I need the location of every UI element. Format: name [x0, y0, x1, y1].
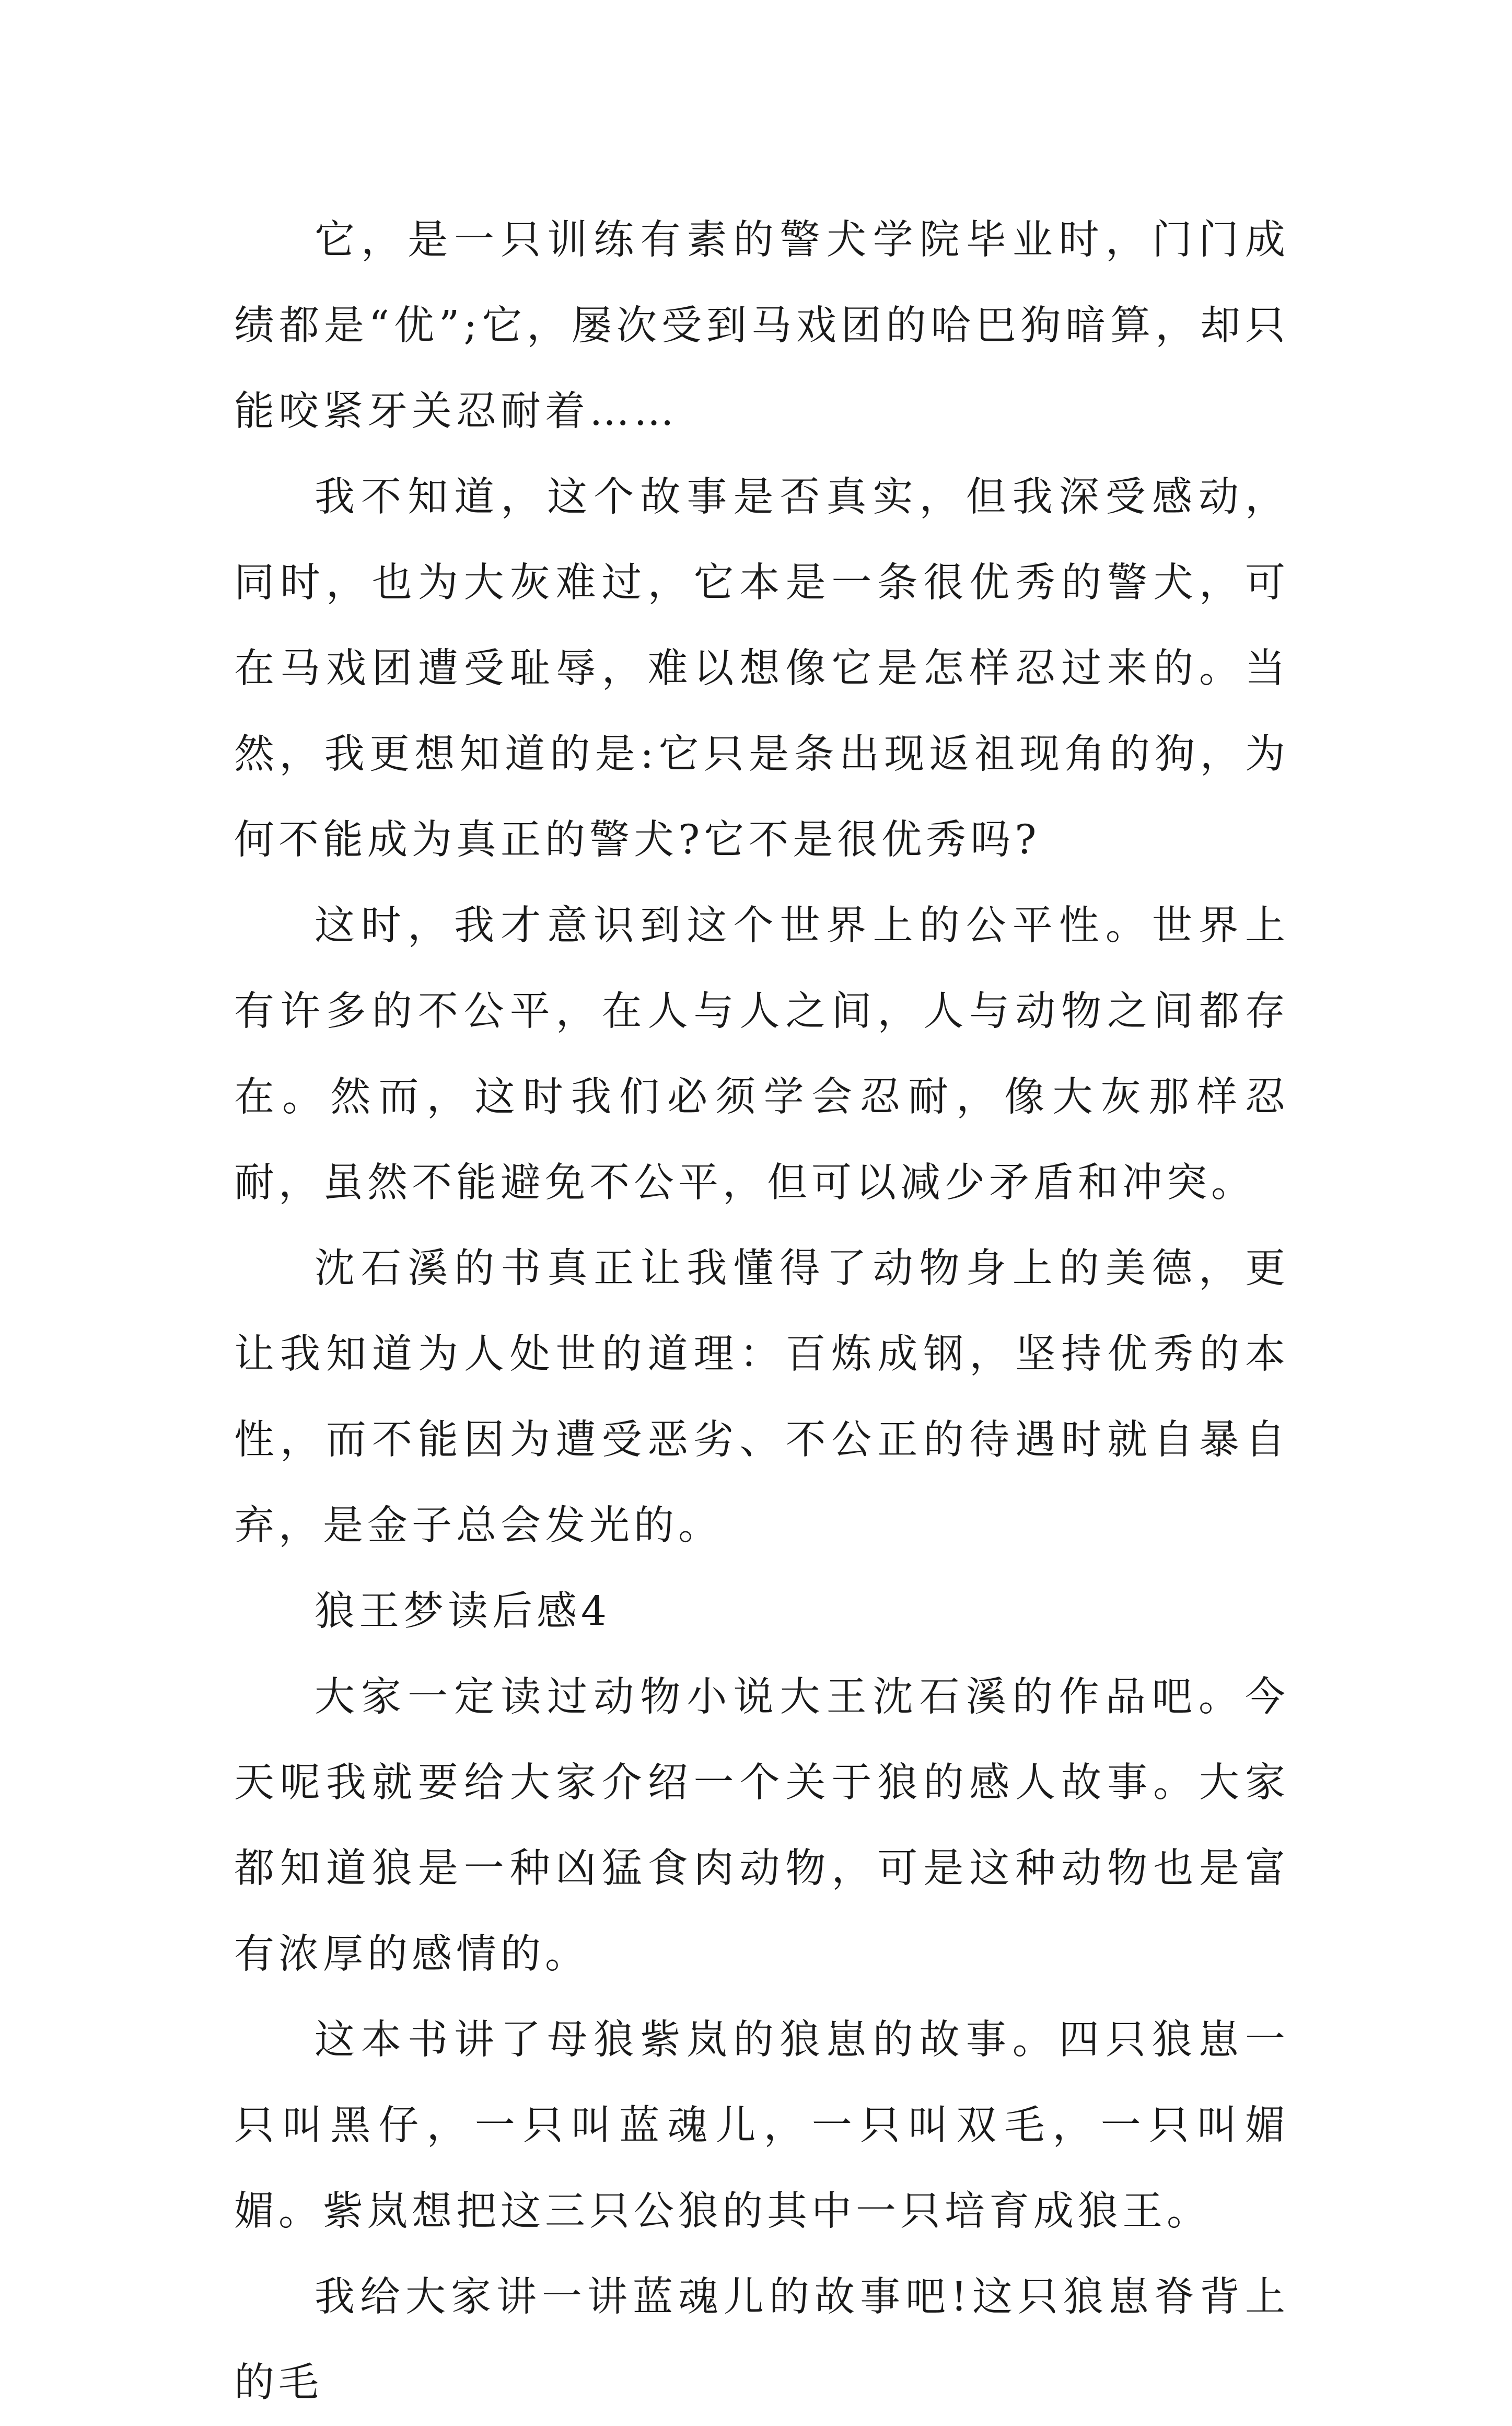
paragraph: 这本书讲了母狼紫岚的狼崽的故事。四只狼崽一只叫黑仔，一只叫蓝魂儿，一只叫双毛，一只叫媚媚。紫岚想把这三只公狼的其中一只培育成狼王。: [234, 2017, 1289, 2235]
paragraph: 这时，我才意识到这个世界上的公平性。世界上有许多的不公平，在人与人之间，人与动物之间都存在。然而，这时我们必须学会忍耐，像大灰那样忍耐，虽然不能避免不公平，但可以减少矛盾和冲突。: [234, 903, 1289, 1206]
paragraph: 沈石溪的书真正让我懂得了动物身上的美德，更让我知道为人处世的道理：百炼成钢，坚持优秀的本性，而不能因为遭受恶劣、不公正的待遇时就自暴自弃，是金子总会发光的。: [234, 1245, 1289, 1549]
body-text: [234, 198, 1289, 2426]
paragraph: 大家一定读过动物小说大王沈石溪的作品吧。今天呢我就要给大家介绍一个关于狼的感人故事。大家都知道狼是一种凶猛食肉动物，可是这种动物也是富有浓厚的感情的。: [234, 1674, 1289, 1978]
paragraph: 我不知道，这个故事是否真实，但我深受感动，同时，也为大灰难过，它本是一条很优秀的警犬，可在马戏团遭受耻辱，难以想像它是怎样忍过来的。当然，我更想知道的是:它只是条出现返祖现角的狗，为何不能成为真正的警犬?它不是很优秀吗?: [234, 474, 1289, 863]
paragraph: 它，是一只训练有素的警犬学院毕业时，门门成绩都是“优”;它，屡次受到马戏团的哈巴狗暗算，却只能咬紧牙关忍耐着……: [234, 217, 1289, 435]
section-heading: 狼王梦读后感4: [315, 1588, 611, 1635]
paragraph: 我给大家讲一讲蓝魂儿的故事吧!这只狼崽脊背上的毛: [234, 2274, 1289, 2406]
